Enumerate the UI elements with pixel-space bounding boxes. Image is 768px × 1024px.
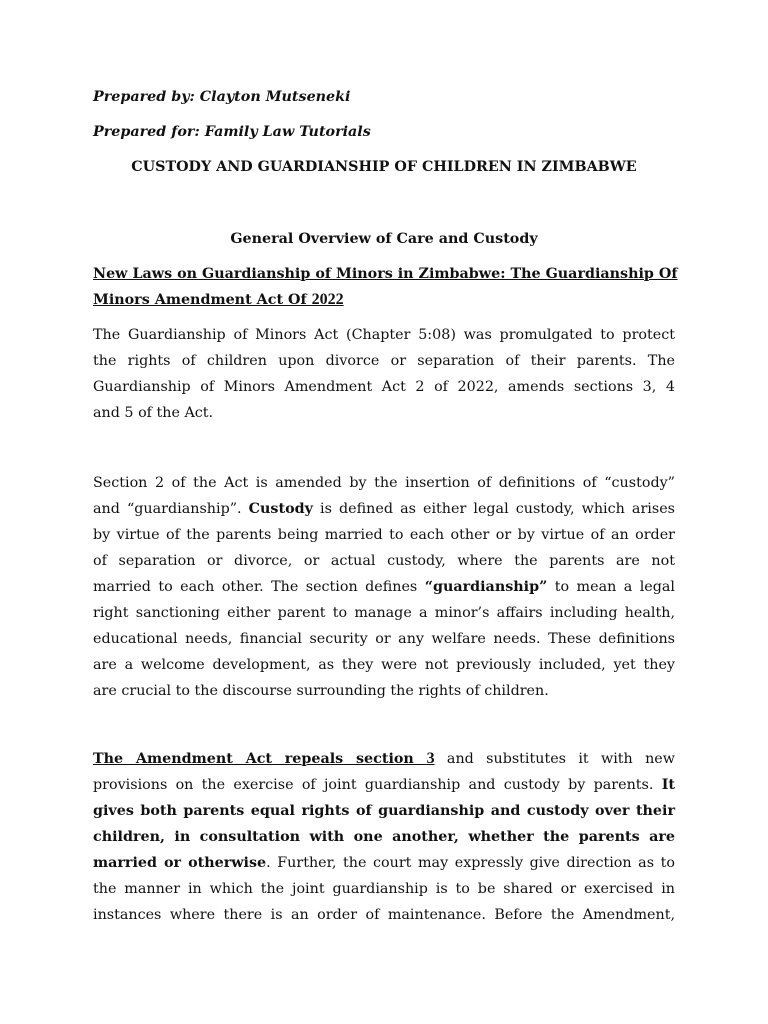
prepared-for: Prepared for: Family Law Tutorials xyxy=(93,124,371,140)
para2-line-7: educational needs, financial security or any welfare needs. These definitions xyxy=(93,631,675,647)
subheading-year: 2022 xyxy=(311,291,344,308)
para2-line-8: are a welcome development, as they were not previously included, yet they xyxy=(93,657,675,673)
para3-text: and substitutes it with new xyxy=(434,751,675,767)
para3-line-4 xyxy=(93,828,675,846)
prepared-by: Prepared by: Clayton Mutseneki xyxy=(93,89,351,105)
para3-text: provisions on the exercise of joint guardianship and custody by parents. xyxy=(93,777,662,793)
para1-line-3: Guardianship of Minors Amendment Act 2 of 2022, amends sections 3, 4 xyxy=(93,379,675,395)
guardianship-term: “guardianship” xyxy=(424,579,548,595)
para3-line-7: instances where there is an order of maintenance. Before the Amendment, xyxy=(93,907,675,923)
repeal-section-number: 3 xyxy=(426,750,435,767)
para2-line-5 xyxy=(93,578,675,596)
para1-line-4: and 5 of the Act. xyxy=(93,405,214,421)
custody-term: Custody xyxy=(248,501,313,517)
subheading-text: Minors Amendment Act Of xyxy=(93,292,312,308)
para1-line-1: The Guardianship of Minors Act (Chapter 5:08) was promulgated to protect xyxy=(93,327,675,343)
para2-text: and “guardianship”. xyxy=(93,501,249,517)
para2-line-6: right sanctioning either parent to manage a minor’s affairs including health, xyxy=(93,605,675,621)
section-heading: General Overview of Care and Custody xyxy=(230,231,538,247)
para3-line-3 xyxy=(93,802,675,820)
para3-bold-text: gives both parents equal rights of guardianship and custody over their xyxy=(93,803,675,819)
para3-line-2 xyxy=(93,776,675,794)
para2-text: married to each other. The section defines xyxy=(93,579,425,595)
para3-line-1 xyxy=(93,750,675,768)
para2-text: is defined as either legal custody, which arises xyxy=(312,501,675,517)
document-title: CUSTODY AND GUARDIANSHIP OF CHILDREN IN ZIMBABWE xyxy=(131,159,637,175)
para2-line-2 xyxy=(93,500,675,518)
para3-text: . Further, the court may expressly give direction as to xyxy=(266,855,675,871)
para1-line-2: the rights of children upon divorce or separation of their parents. The xyxy=(93,353,675,369)
para3-line-5 xyxy=(93,854,675,872)
para3-bold-text: children, in consultation with one another, whether the parents are xyxy=(93,829,675,845)
para3-bold-text: It xyxy=(661,777,675,793)
para2-line-1: Section 2 of the Act is amended by the insertion of definitions of “custody” xyxy=(93,475,675,491)
repeal-phrase: The Amendment Act repeals section xyxy=(93,751,427,767)
subheading-line-1: New Laws on Guardianship of Minors in Zimbabwe: The Guardianship Of xyxy=(93,266,678,282)
subheading-line-2 xyxy=(93,291,344,309)
para3-bold-text: married or otherwise xyxy=(93,855,267,871)
para2-line-4: of separation or divorce, or actual custody, where the parents are not xyxy=(93,553,675,569)
para2-line-9: are crucial to the discourse surrounding the rights of children. xyxy=(93,683,549,699)
para2-text: to mean a legal xyxy=(547,579,675,595)
para2-line-3: by virtue of the parents being married to each other or by virtue of an order xyxy=(93,527,675,543)
para3-line-6: the manner in which the joint guardianship is to be shared or exercised in xyxy=(93,881,675,897)
